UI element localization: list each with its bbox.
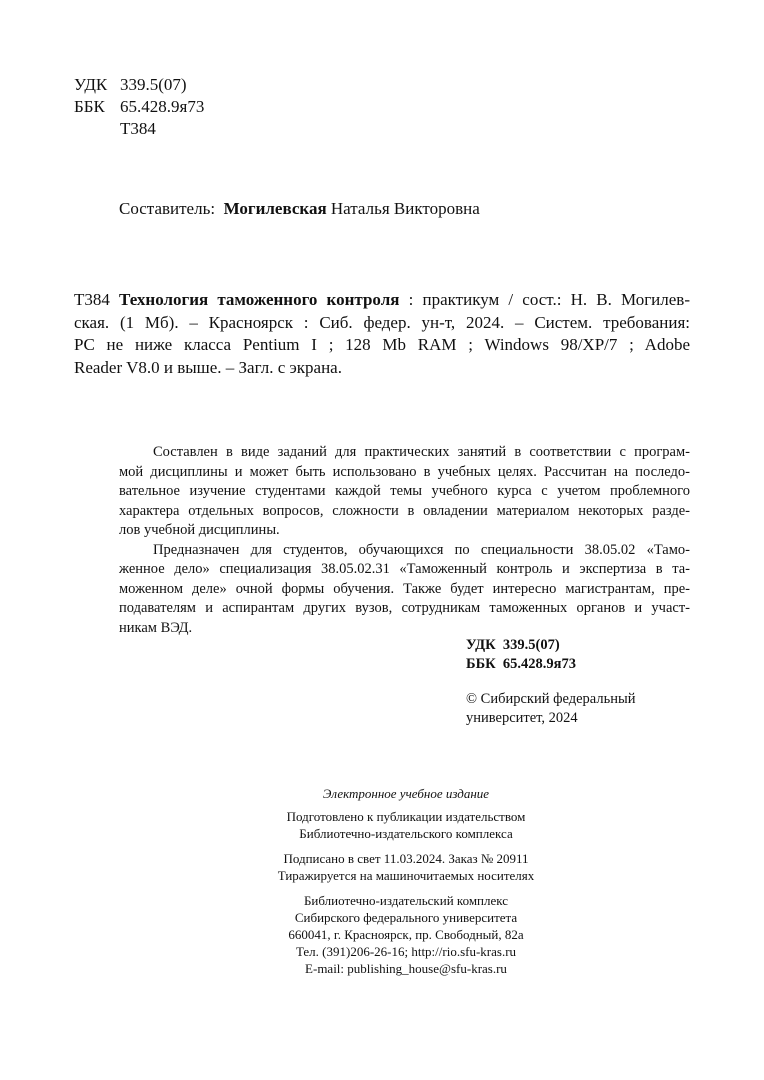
signed-line-1: Подписано в свет 11.03.2024. Заказ № 20911: [283, 851, 529, 866]
publisher-address: 660041, г. Красноярск, пр. Свободный, 82а: [288, 927, 524, 942]
prepared-line-2: Библиотечно-издательского комплекса: [299, 826, 513, 841]
annotation-p2-line-5: никам ВЭД.: [119, 619, 193, 636]
annotation-p1-line-3: вательное изучение студентами каждой темы учебного курса с учетом проблемного: [119, 483, 690, 499]
copyright-line-2: университет, 2024: [466, 710, 578, 726]
udk-summary: УДК 339.5(07): [466, 637, 560, 653]
udk-label: УДК: [74, 75, 108, 94]
edition-type: Электронное учебное издание: [322, 786, 490, 801]
biblio-line-1-rest: : практикум / сост.: Н. В. Могилев-: [399, 290, 690, 309]
bibliographic-record: [74, 289, 690, 379]
book-title: Технология таможенного контроля: [119, 290, 400, 309]
classification-codes: [74, 74, 204, 140]
annotation-p2-line-1: Предназначен для студентов, обучающихся по специальности 38.05.02 «Тамо-: [153, 541, 690, 558]
compiler-line: [119, 199, 480, 219]
publication-imprint: [200, 785, 612, 977]
annotation-p1-line-1: Составлен в виде заданий для практических занятий в соответствии с програм-: [153, 444, 690, 460]
bbk-label: ББК: [74, 97, 105, 116]
publisher-line-1: Библиотечно-издательский комплекс: [303, 893, 509, 908]
classification-codes-summary: [466, 636, 576, 674]
copyright-line-1: © Сибирский федеральный: [466, 691, 636, 707]
annotation-p1-line-4: характера отдельных вопросов, сложности в овладении материалом некоторых разде-: [119, 502, 690, 519]
publisher-line-2: Сибирского федерального университета: [294, 910, 518, 925]
compiler-surname: Могилевская: [223, 199, 327, 218]
biblio-line-3: PC не ниже класса Pentium I ; 128 Mb RAM ; Windows 98/XP/7 ; Adobe: [74, 335, 690, 354]
compiler-label: Составитель:: [119, 199, 216, 218]
publisher-block: [200, 892, 612, 977]
annotation-p1-line-5: лов учебной дисциплины.: [119, 522, 280, 538]
prepared-line-1: Подготовлено к публикации издательством: [286, 809, 526, 824]
author-sign: Т384: [120, 119, 156, 138]
compiler-name: Наталья Викторовна: [330, 199, 480, 218]
annotation: [119, 443, 690, 638]
annotation-p2-line-4: подавателям и аспирантам других вузов, сотрудникам таможенных органов и участ-: [119, 600, 690, 616]
signed-line-2: Тиражируется на машиночитаемых носителях: [277, 868, 535, 883]
annotation-p2-line-2: женное дело» специализация 38.05.02.31 «Таможенный контроль и экспертиза в та-: [119, 561, 690, 577]
author-sign-row: [74, 118, 204, 140]
bbk-row: [74, 96, 204, 118]
bbk-value: 65.428.9я73: [120, 97, 205, 116]
copyright-notice: [466, 690, 635, 728]
prepared-block: [200, 808, 612, 842]
publisher-email: E-mail: publishing_house@sfu-kras.ru: [305, 961, 507, 976]
signed-block: [200, 850, 612, 884]
udk-row: [74, 74, 204, 96]
udk-value: 339.5(07): [120, 75, 187, 94]
biblio-code: Т384: [74, 290, 110, 309]
biblio-line-2: ская. (1 Мб). – Красноярск : Сиб. федер. ун-т, 2024. – Систем. требования:: [74, 312, 690, 332]
biblio-line-4: Reader V8.0 и выше. – Загл. с экрана.: [74, 357, 342, 377]
annotation-p2-line-3: моженном деле» очной формы обучения. Также будет интересно магистрантам, пре-: [119, 580, 690, 597]
biblio-line-1: [119, 289, 690, 312]
bbk-summary: ББК 65.428.9я73: [466, 656, 577, 672]
publisher-contacts: Тел. (391)206-26-16; http://rio.sfu-kras.ru: [295, 944, 517, 959]
annotation-p1-line-2: мой дисциплины и может быть использовано в учебных целях. Рассчитан на последо-: [119, 463, 690, 480]
